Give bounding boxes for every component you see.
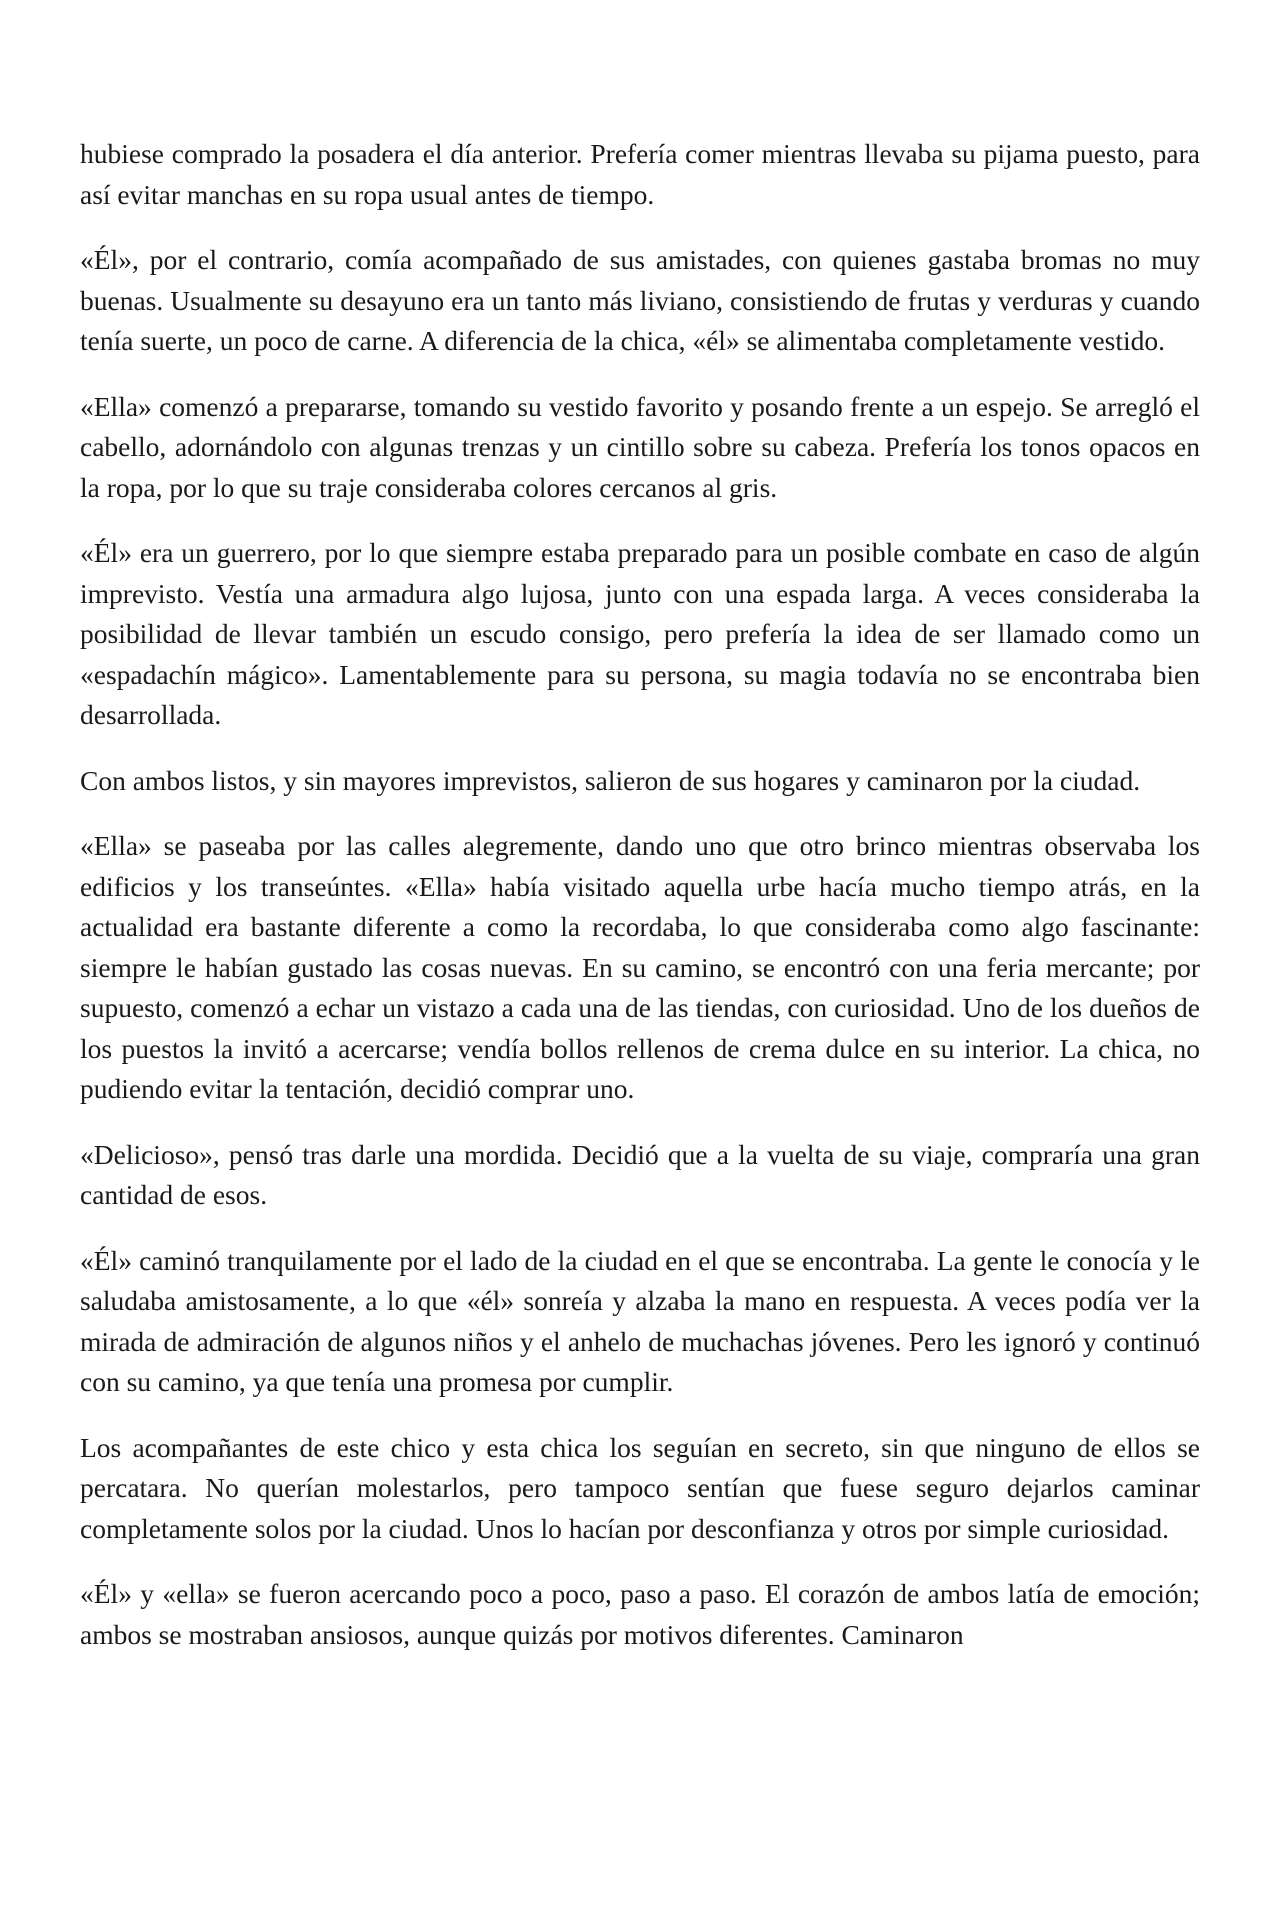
paragraph-7: «Delicioso», pensó tras darle una mordida. Decidió que a la vuelta de su viaje, compraría una gran cantidad de esos. [80, 1138, 1200, 1210]
paragraph-2: «Él», por el contrario, comía acompañado de sus amistades, con quienes gastaba bromas no muy buenas. Usualmente su desayuno era un tanto más liviano, consistiendo de frutas y verduras y cuando tenía suerte, un poco de carne. A diferencia de la chica, «él» se alimentaba completamente vestido. [80, 244, 1200, 356]
paragraph-10: «Él» y «ella» se fueron acercando poco a poco, paso a paso. El corazón de ambos latía de emoción; ambos se mostraban ansiosos, aunque quizás por motivos diferentes. Caminaron [80, 1578, 1200, 1650]
paragraph-4: «Él» era un guerrero, por lo que siempre estaba preparado para un posible combate en caso de algún imprevisto. Vestía una armadura algo lujosa, junto con una espada larga. A veces consideraba la posibilidad de llevar también un escudo consigo, pero prefería la idea de ser llamado como un «espadachín mágico». Lamentablemente para su persona, su magia todavía no se encontraba bien desarrollada. [80, 537, 1200, 730]
paragraph-1: hubiese comprado la posadera el día anterior. Prefería comer mientras llevaba su pijama puesto, para así evitar manchas en su ropa usual antes de tiempo. [80, 138, 1200, 210]
paragraph-8: «Él» caminó tranquilamente por el lado de la ciudad en el que se encontraba. La gente le conocía y le saludaba amistosamente, a lo que «él» sonreía y alzaba la mano en respuesta. A veces podía ver la mirada de admiración de algunos niños y el anhelo de muchachas jóvenes. Pero les ignoró y continuó con su camino, ya que tenía una promesa por cumplir. [80, 1244, 1200, 1397]
paragraph-5: Con ambos listos, y sin mayores imprevistos, salieron de sus hogares y caminaron por la ciudad. [80, 764, 1141, 796]
paragraph-3: «Ella» comenzó a prepararse, tomando su vestido favorito y posando frente a un espejo. Se arregló el cabello, adornándolo con algunas trenzas y un cintillo sobre su cabeza. Prefería los tonos opacos en la ropa, por lo que su traje consideraba colores cercanos al gris. [80, 390, 1200, 503]
paragraph-9: Los acompañantes de este chico y esta chica los seguían en secreto, sin que ninguno de ellos se percatara. No querían molestarlos, pero tampoco sentían que fuese seguro dejarlos caminar completamente solos por la ciudad. Unos lo hacían por desconfianza y otros por simple curiosidad. [80, 1431, 1200, 1544]
paragraph-6: «Ella» se paseaba por las calles alegremente, dando uno que otro brinco mientras observaba los edificios y los transeúntes. «Ella» había visitado aquella urbe hacía mucho tiempo atrás, en la actualidad era bastante diferente a como la recordaba, lo que consideraba como algo fascinante: siempre le habían gustado las cosas nuevas. En su camino, se encontró con una feria mercante; por supuesto, comenzó a echar un vistazo a cada una de las tiendas, con curiosidad. Uno de los dueños de los puestos la invitó a acercarse; vendía bollos rellenos de crema dulce en su interior. La chica, no pudiendo evitar la tentación, decidió comprar uno. [80, 830, 1200, 1104]
